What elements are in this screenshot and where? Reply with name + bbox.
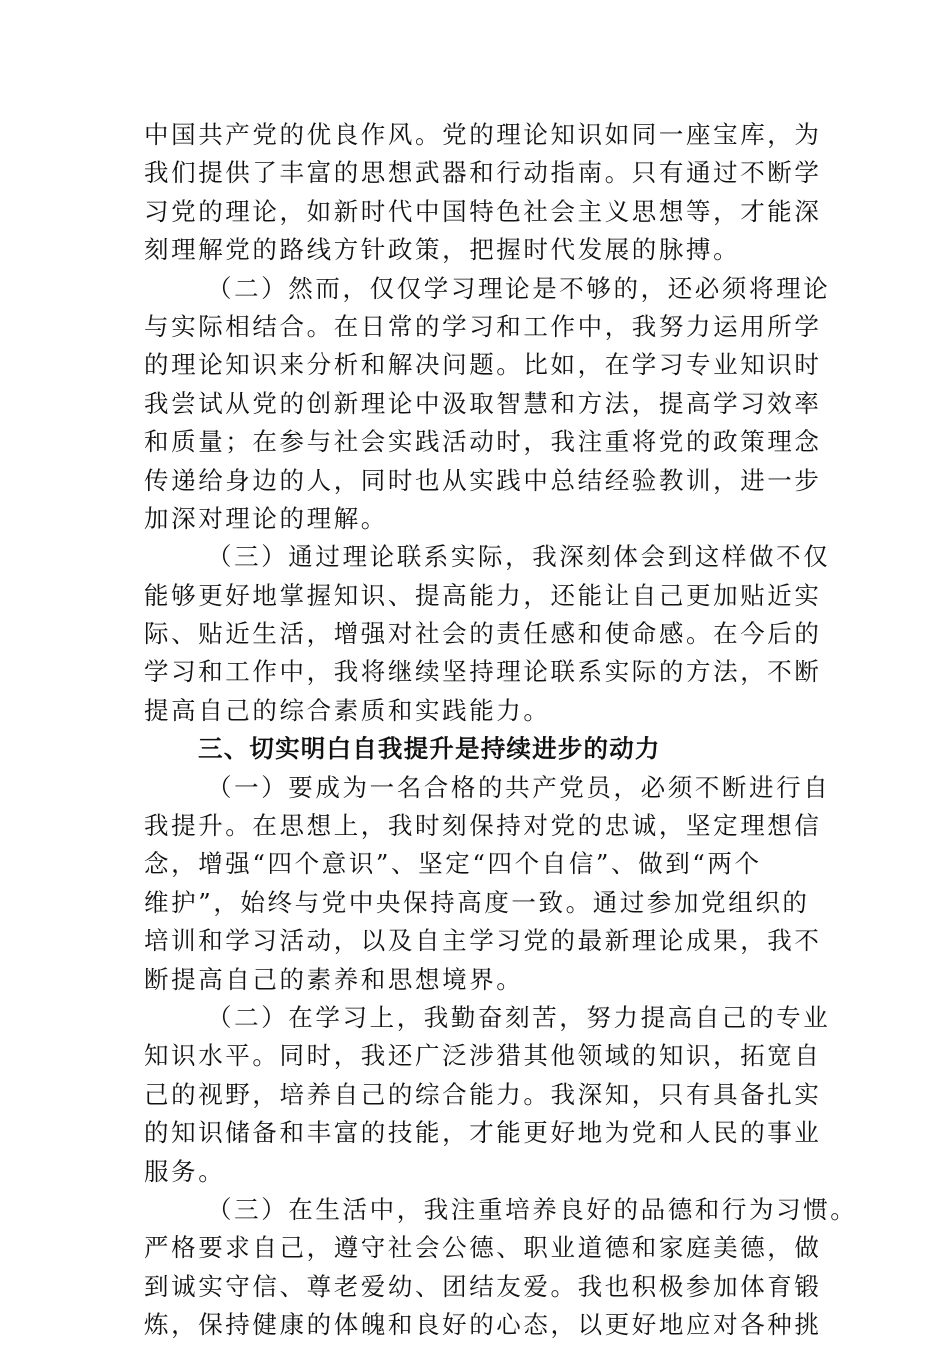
text-line: 和质量；在参与社会实践活动时，我注重将党的政策理念 — [144, 427, 822, 457]
text-line: 到诚实守信、尊老爱幼、团结友爱。我也积极参加体育锻 — [144, 1271, 822, 1301]
paragraph-first-line: （三）在生活中，我注重培养良好的品德和行为习惯。 — [207, 1194, 858, 1224]
text-line: 际、贴近生活，增强对社会的责任感和使命感。在今后的 — [144, 619, 822, 649]
text-line: 提高自己的综合素质和实践能力。 — [144, 695, 551, 725]
text-line: 刻理解党的路线方针政策，把握时代发展的脉搏。 — [144, 235, 741, 265]
text-line: 己的视野，培养自己的综合能力。我深知，只有具备扎实 — [144, 1079, 822, 1109]
text-line: 知识水平。同时，我还广泛涉猎其他领域的知识，拓宽自 — [144, 1041, 822, 1071]
paragraph-first-line: （三）通过理论联系实际，我深刻体会到这样做不仅 — [207, 542, 831, 572]
text-line: 的知识储备和丰富的技能，才能更好地为党和人民的事业 — [144, 1118, 822, 1148]
text-line: 中国共产党的优良作风。党的理论知识如同一座宝库，为 — [144, 120, 822, 149]
text-line: 维护”，始终与党中央保持高度一致。通过参加党组织的 — [144, 887, 810, 917]
text-line: 断提高自己的素养和思想境界。 — [144, 964, 524, 994]
text-line: 学习和工作中，我将继续坚持理论联系实际的方法，不断 — [144, 657, 822, 687]
paragraph-first-line: （一）要成为一名合格的共产党员，必须不断进行自 — [207, 772, 831, 802]
text-line: 加深对理论的理解。 — [144, 503, 388, 533]
text-line: 培训和学习活动，以及自主学习党的最新理论成果，我不 — [144, 926, 822, 956]
text-line: 我提升。在思想上，我时刻保持对党的忠诚，坚定理想信 — [144, 811, 822, 841]
document-body — [144, 116, 858, 1345]
text-line: 念，增强“四个意识”、坚定“四个自信”、做到“两个 — [144, 849, 762, 879]
text-line: 严格要求自己，遵守社会公德、职业道德和家庭美德，做 — [144, 1233, 822, 1263]
text-line: 的理论知识来分析和解决问题。比如，在学习专业知识时 — [144, 350, 822, 380]
text-line: 我尝试从党的创新理论中汲取智慧和方法，提高学习效率 — [144, 388, 822, 418]
text-line: 我们提供了丰富的思想武器和行动指南。只有通过不断学 — [144, 158, 822, 188]
paragraph-first-line: （二）在学习上，我勤奋刻苦，努力提高自己的专业 — [207, 1002, 831, 1032]
text-line: 服务。 — [144, 1156, 226, 1186]
paragraph-first-line: （二）然而，仅仅学习理论是不够的，还必须将理论 — [207, 273, 831, 303]
text-line: 与实际相结合。在日常的学习和工作中，我努力运用所学 — [144, 311, 822, 341]
text-line: 能够更好地掌握知识、提高能力，还能让自己更加贴近实 — [144, 580, 822, 610]
text-line: 习党的理论，如新时代中国特色社会主义思想等，才能深 — [144, 196, 822, 226]
section-heading: 三、切实明白自我提升是持续进步的动力 — [198, 734, 661, 764]
text-line: 炼，保持健康的体魄和良好的心态，以更好地应对各种挑 — [144, 1310, 822, 1340]
text-line: 传递给身边的人，同时也从实践中总结经验教训，进一步 — [144, 465, 822, 495]
